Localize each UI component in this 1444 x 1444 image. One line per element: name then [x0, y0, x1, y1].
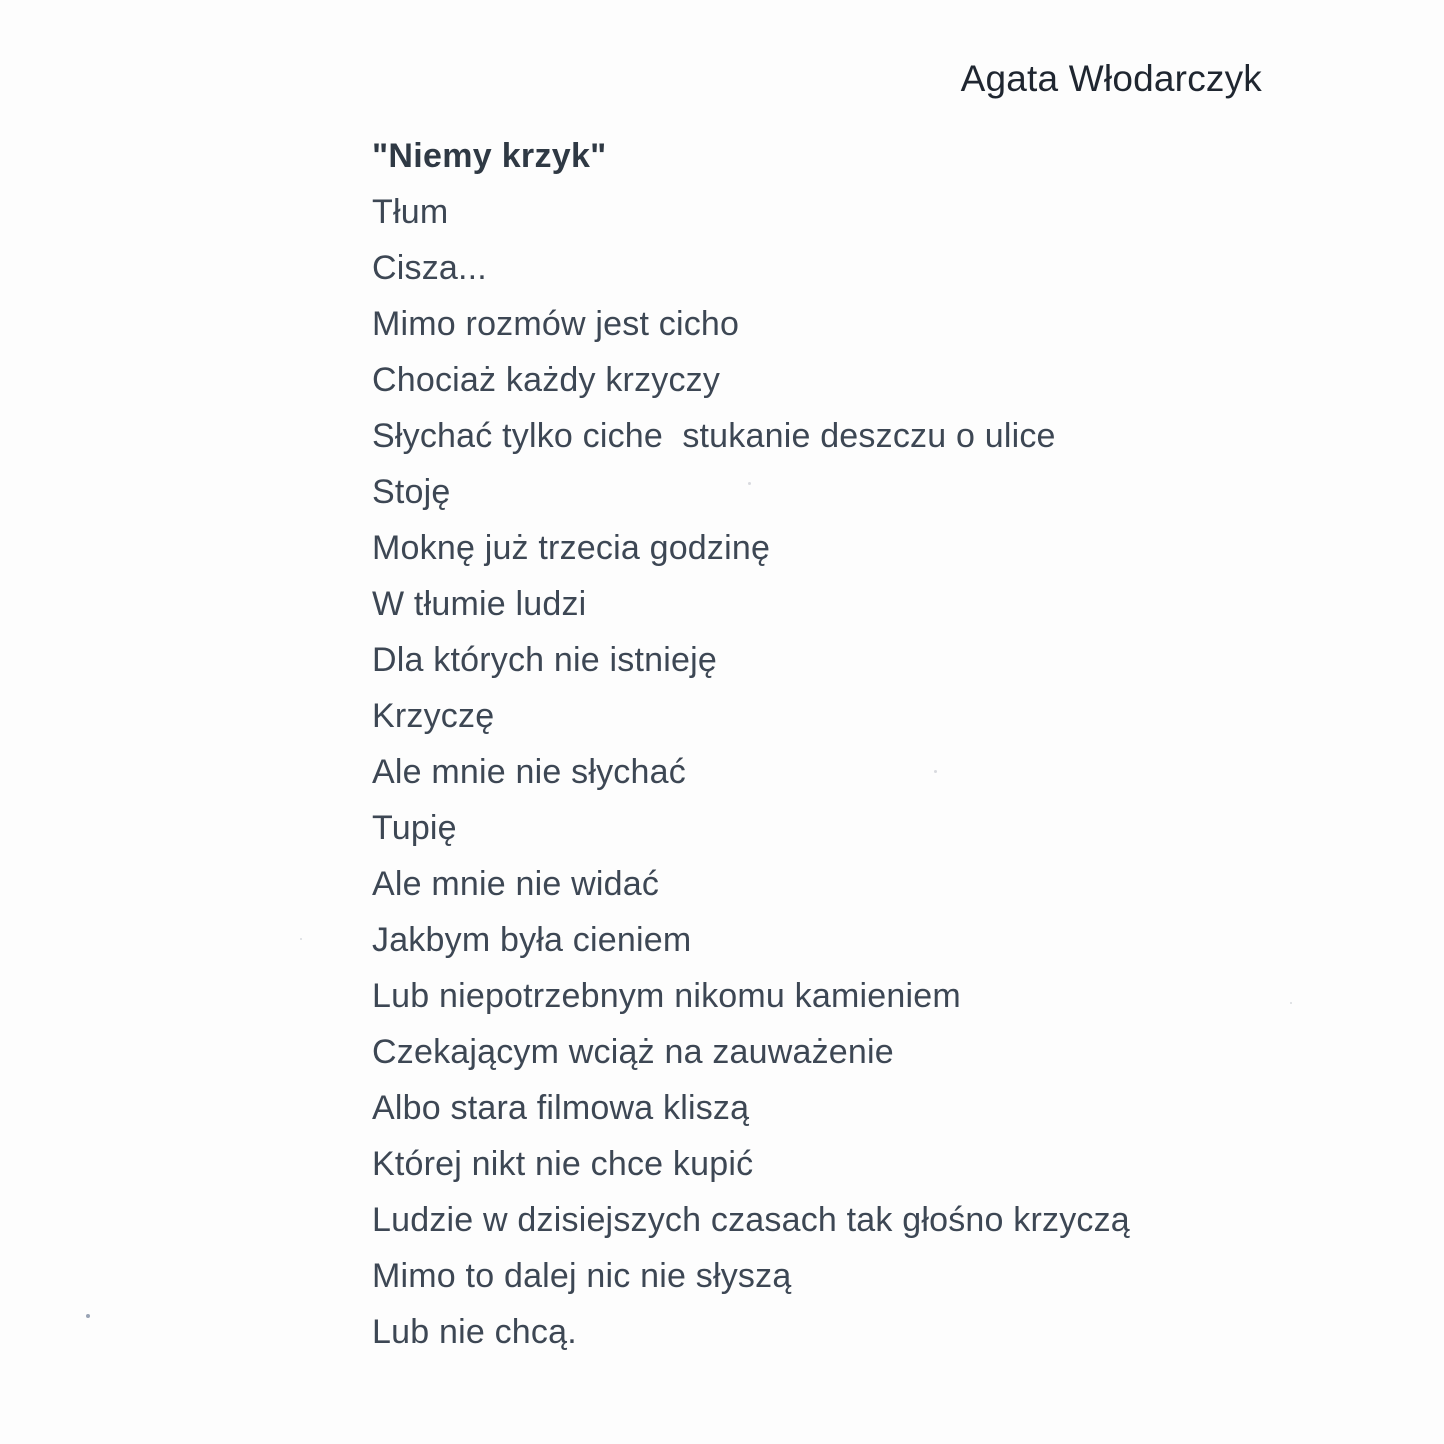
poem-line: Lub nie chcą. — [372, 1313, 577, 1351]
author-name: Agata Włodarczyk — [960, 58, 1262, 99]
poem-line: Jakbym była cieniem — [372, 921, 692, 959]
poem-line: Lub niepotrzebnym nikomu kamieniem — [372, 977, 961, 1015]
paper-speck — [86, 1314, 90, 1318]
poem-line: Moknę już trzecia godzinę — [372, 529, 771, 567]
poem-line: Krzyczę — [372, 697, 495, 735]
poem-body — [372, 128, 1372, 1360]
poem-line: Słychać tylko ciche stukanie deszczu o ulice — [372, 417, 1056, 455]
poem-line: Ale mnie nie widać — [372, 865, 660, 903]
poem-line: Tłum — [372, 193, 449, 231]
paper-speck — [300, 938, 302, 940]
poem-line: W tłumie ludzi — [372, 585, 587, 623]
poem-line: Czekającym wciąż na zauważenie — [372, 1033, 894, 1071]
poem-line: Chociaż każdy krzyczy — [372, 361, 721, 399]
poem-line: Dla których nie istnieję — [372, 641, 717, 679]
poem-line: Cisza... — [372, 249, 487, 287]
paper-speck — [934, 770, 937, 773]
poem-line: Stoję — [372, 473, 451, 511]
poem-line: Ludzie w dzisiejszych czasach tak głośno krzyczą — [372, 1201, 1130, 1239]
paper-speck — [1290, 1002, 1292, 1004]
paper-speck — [748, 482, 751, 485]
poem-line: Albo stara filmowa kliszą — [372, 1089, 750, 1127]
poem-line: Mimo to dalej nic nie słyszą — [372, 1257, 792, 1295]
poem-line: Ale mnie nie słychać — [372, 753, 686, 791]
poem-line: Mimo rozmów jest cicho — [372, 305, 740, 343]
poem-title: "Niemy krzyk" — [372, 137, 607, 175]
poem-line: Której nikt nie chce kupić — [372, 1145, 754, 1183]
poem-line: Tupię — [372, 809, 457, 847]
